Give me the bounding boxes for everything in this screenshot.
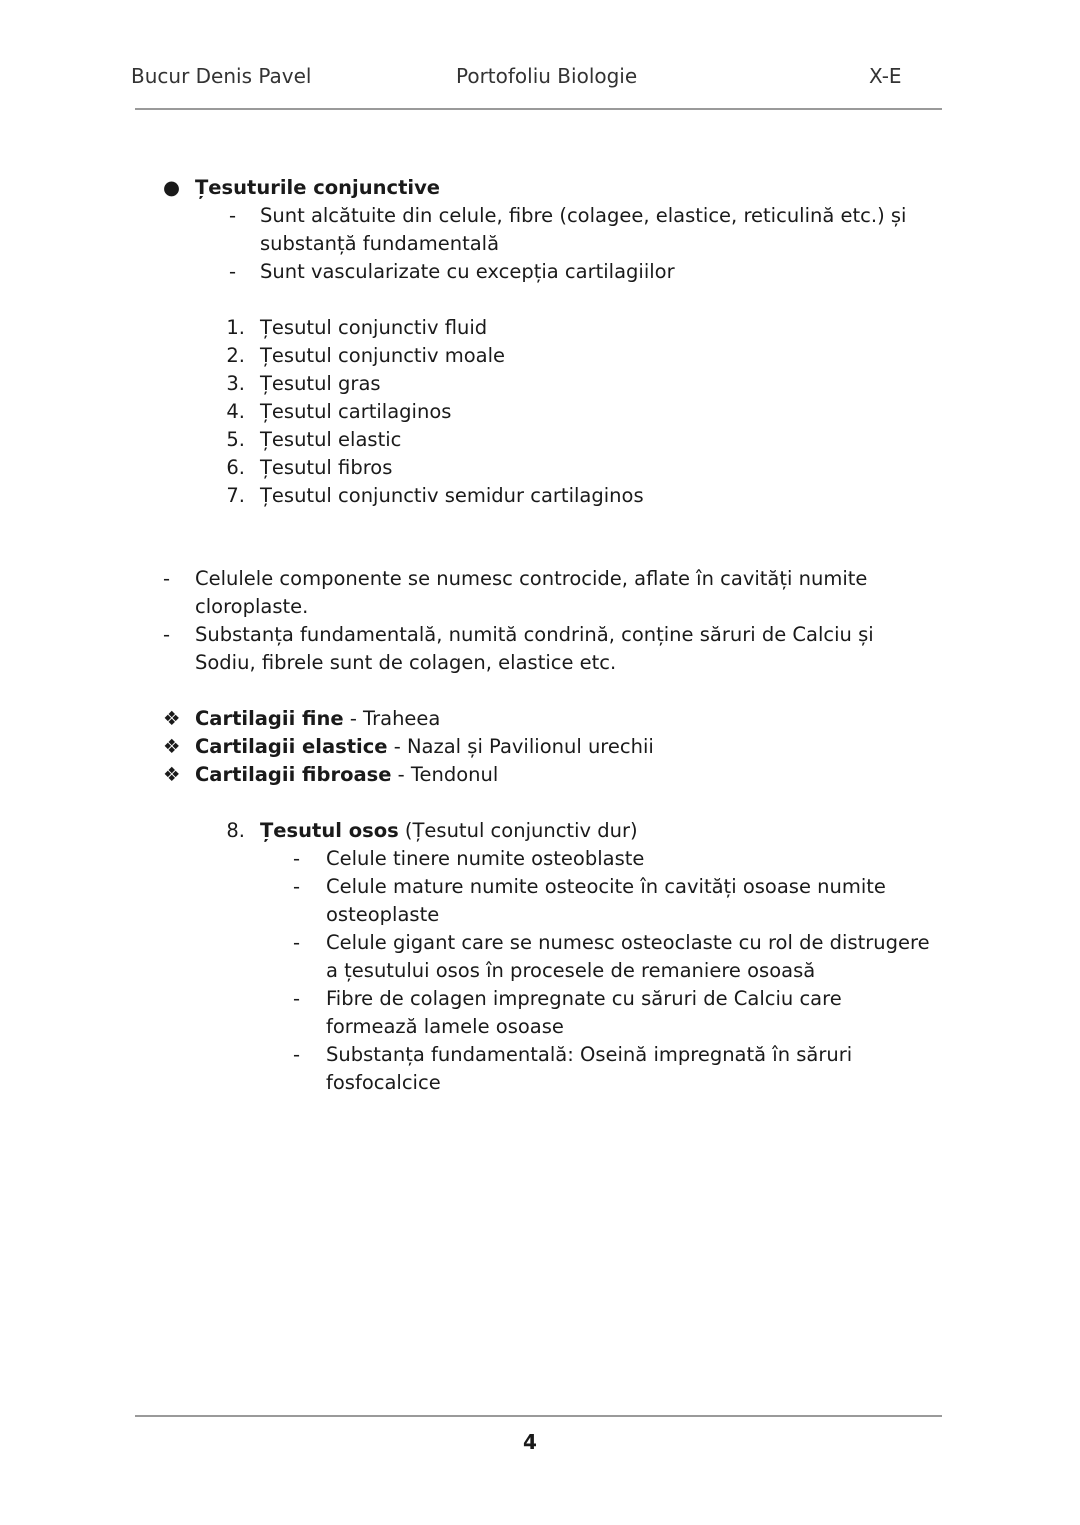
bone-line: Substanța fundamentală: Oseină impregnată în săruri: [326, 1043, 853, 1066]
list-item: Țesutul cartilaginos: [260, 400, 452, 423]
list-item: substanță fundamentală: [260, 232, 500, 255]
dash-marker: -: [293, 847, 301, 870]
list-number: 1.: [226, 316, 245, 339]
note-line: cloroplaste.: [195, 595, 309, 618]
note-line: Sodiu, fibrele sunt de colagen, elastice etc.: [195, 651, 617, 674]
bone-subtitle: (Țesutul conjunctiv dur): [398, 819, 638, 842]
list-number: 2.: [226, 344, 245, 367]
bone-title: Țesutul osos: [260, 819, 399, 842]
bone-line: fosfocalcice: [326, 1071, 441, 1094]
bone-line: Celule mature numite osteocite în cavități osoase numite: [326, 875, 886, 898]
list-number: 3.: [226, 372, 245, 395]
list-item: Țesutul gras: [260, 372, 381, 395]
list-item: Țesutul conjunctiv semidur cartilaginos: [260, 484, 644, 507]
list-number: 5.: [226, 428, 245, 451]
dash-marker: -: [163, 567, 171, 590]
bone-heading: [260, 817, 638, 845]
cartilage-type-example: - Tendonul: [391, 763, 499, 786]
dash-marker: -: [293, 1043, 301, 1066]
bone-line: Celule gigant care se numesc osteoclaste cu rol de distrugere: [326, 931, 930, 954]
bone-line: formează lamele osoase: [326, 1015, 564, 1038]
note-line: Substanța fundamentală, numită condrină, conține săruri de Calciu și: [195, 623, 874, 646]
list-item: Țesutul fibros: [260, 456, 393, 479]
header-title: Portofoliu Biologie: [456, 64, 638, 88]
bone-line: osteoplaste: [326, 903, 440, 926]
list-item: Sunt vascularizate cu excepția cartilagiilor: [260, 260, 675, 283]
cartilage-type-item: [195, 733, 654, 761]
header-class: X-E: [869, 64, 902, 88]
section-heading: Țesuturile conjunctive: [195, 176, 441, 199]
list-item: Țesutul conjunctiv moale: [260, 344, 506, 367]
cartilage-type-name: Cartilagii fibroase: [195, 763, 392, 786]
cartilage-type-item: [195, 761, 498, 789]
note-line: Celulele componente se numesc controcide, aflate în cavități numite: [195, 567, 868, 590]
dash-marker: -: [229, 204, 237, 227]
header-divider: [135, 108, 942, 110]
list-number: 8.: [226, 819, 245, 842]
cartilage-type-example: - Traheea: [343, 707, 441, 730]
list-number: 6.: [226, 456, 245, 479]
bone-line: Celule tinere numite osteoblaste: [326, 847, 645, 870]
dash-marker: -: [293, 987, 301, 1010]
bone-line: Fibre de colagen impregnate cu săruri de Calciu care: [326, 987, 842, 1010]
list-item: Țesutul elastic: [260, 428, 402, 451]
list-item: Sunt alcătuite din celule, fibre (colagee, elastice, reticulină etc.) și: [260, 204, 907, 227]
diamond-bullet-icon: ❖: [163, 763, 181, 786]
dash-marker: -: [293, 931, 301, 954]
cartilage-type-example: - Nazal și Pavilionul urechii: [387, 735, 654, 758]
dash-marker: -: [163, 623, 171, 646]
list-number: 7.: [226, 484, 245, 507]
dash-marker: -: [293, 875, 301, 898]
dash-marker: -: [229, 260, 237, 283]
header-author: Bucur Denis Pavel: [131, 64, 312, 88]
cartilage-type-name: Cartilagii elastice: [195, 735, 388, 758]
page-number: 4: [523, 1430, 537, 1454]
list-number: 4.: [226, 400, 245, 423]
footer-divider: [135, 1415, 942, 1417]
cartilage-type-item: [195, 705, 440, 733]
cartilage-type-name: Cartilagii fine: [195, 707, 344, 730]
bone-line: a țesutului osos în procesele de remaniere osoasă: [326, 959, 816, 982]
diamond-bullet-icon: ❖: [163, 707, 181, 730]
diamond-bullet-icon: ❖: [163, 735, 181, 758]
bullet-icon: ●: [163, 176, 181, 199]
list-item: Țesutul conjunctiv fluid: [260, 316, 488, 339]
